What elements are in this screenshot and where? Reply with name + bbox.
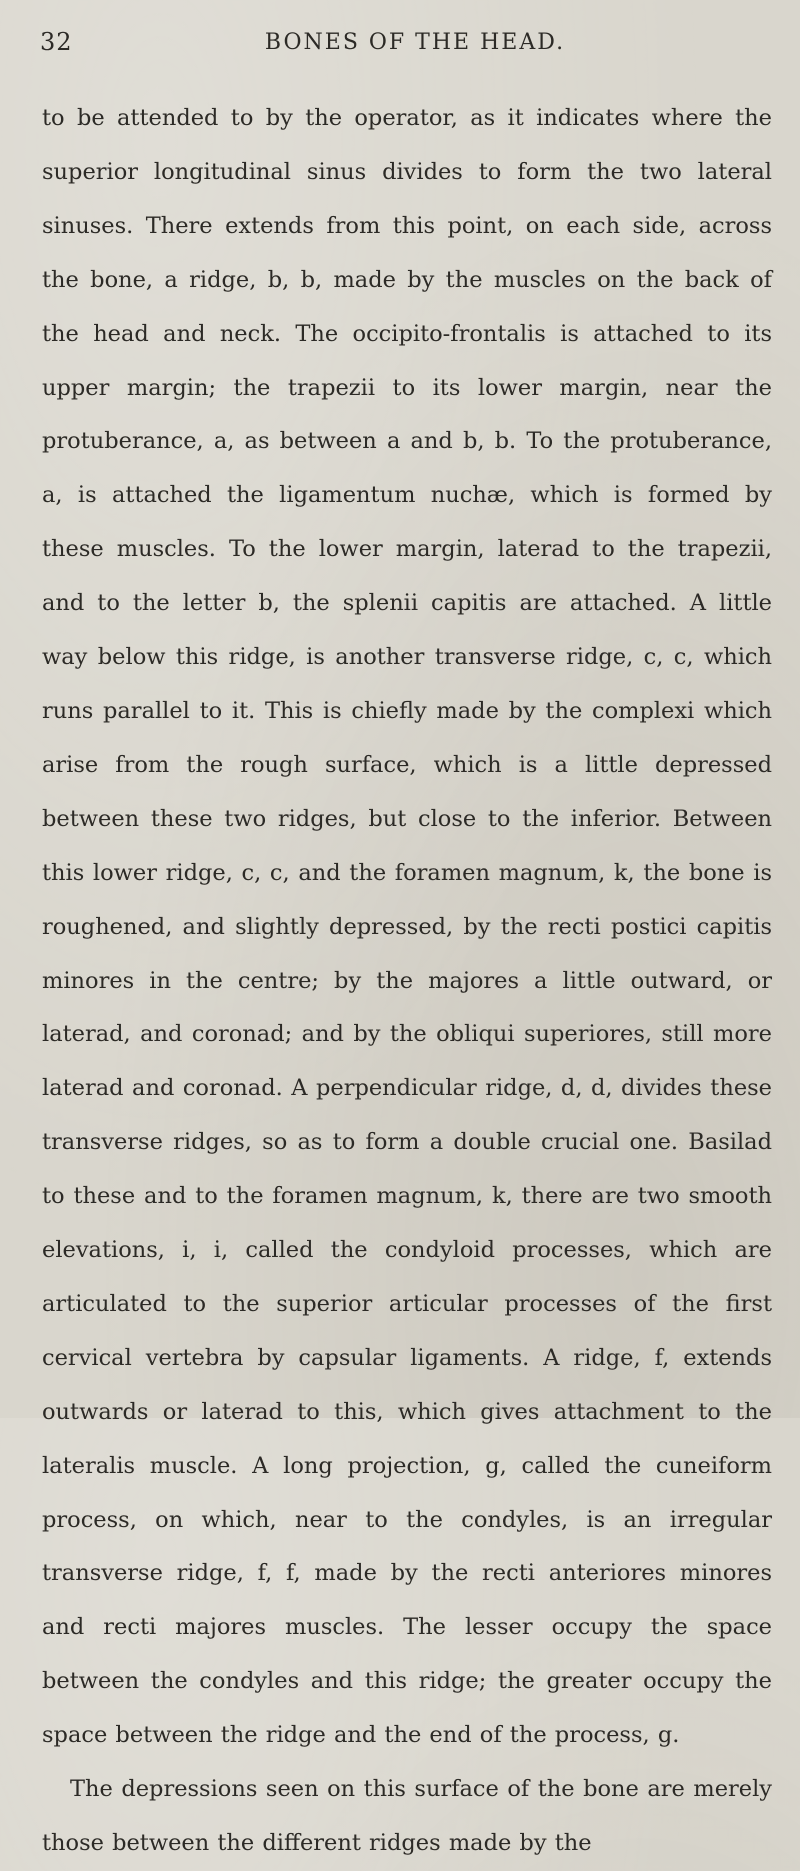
running-head	[40, 28, 760, 68]
paragraph-2: The depressions seen on this surface of the bone are merely those between the different ridges made by the	[42, 1776, 772, 1856]
page-number: 32	[40, 28, 73, 56]
running-head-title: BONES OF THE HEAD.	[264, 30, 566, 55]
paragraph-1: to be attended to by the operator, as it indicates where the superior longitudinal sinus divides to form the two lateral sinuses. There extends from this point, on each side, across the bone, a ridge, b, b, made by the muscles on the back of the head and neck. The occipito-frontalis is attached to its upper margin; the trapezii to its lower margin, near the protuberance, a, as between a and b, b. To the protuberance, a, is attached the ligamentum nuchæ, which is formed by these muscles. To the lower margin, laterad to the trapezii, and to the letter b, the splenii capitis are attached. A little way below this ridge, is another transverse ridge, c, c, which runs parallel to it. This is chiefly made by the complexi which arise from the rough surface, which is a little depressed between these two ridges, but close to the inferior. Between this lower ridge, c, c, and the foramen magnum, k, the bone is roughened, and slightly depressed, by the recti postici capitis minores in the centre; by the majores a little outward, or laterad, and coronad; and by the obliqui superiores, still more laterad and coronad. A perpendicular ridge, d, d, divides these transverse ridges, so as to form a double crucial one. Basilad to these and to the foramen magnum, k, there are two smooth elevations, i, i, called the condyloid processes, which are articulated to the superior articular processes of the first cervical vertebra by capsular ligaments. A ridge, f, extends outwards or laterad to this, which gives attachment to the lateralis muscle. A long projection, g, called the cuneiform process, on which, near to the condyles, is an irregular transverse ridge, f, f, made by the recti anteriores minores and recti majores muscles. The lesser occupy the space between the condyles and this ridge; the greater occupy the space between the ridge and the end of the process, g.	[42, 105, 772, 1749]
body-text	[42, 92, 772, 1871]
